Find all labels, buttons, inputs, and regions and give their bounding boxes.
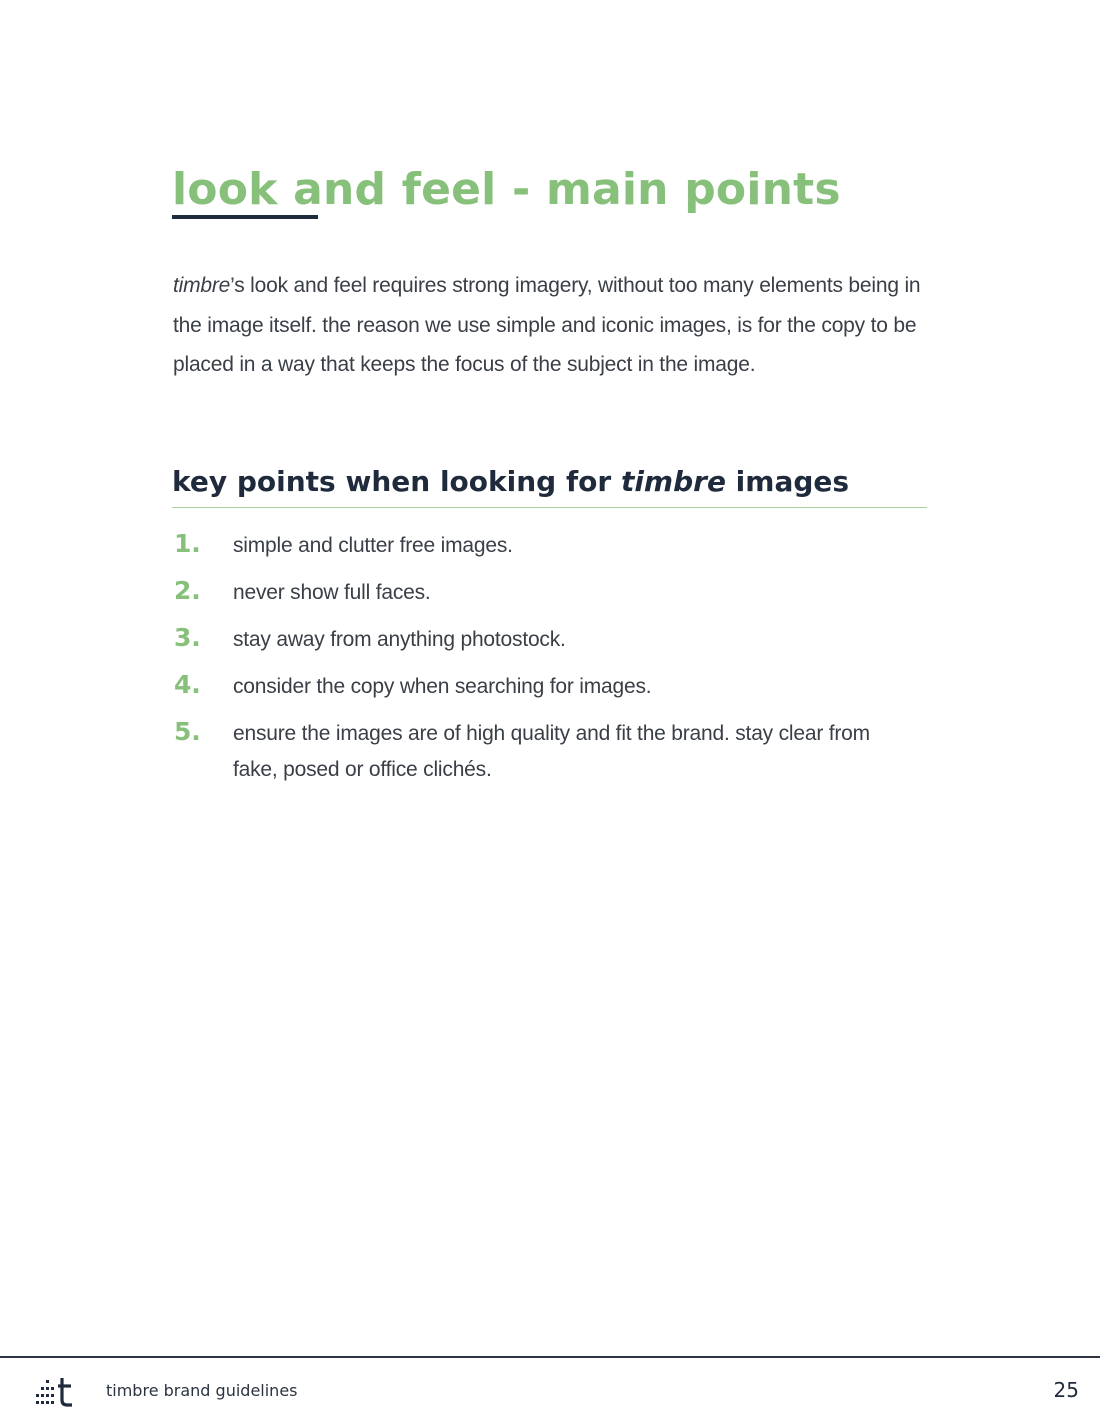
footer-divider: [0, 1356, 1100, 1358]
list-item-text: ensure the images are of high quality and fit the brand. stay clear from fake, posed or office clichés.: [233, 722, 870, 781]
intro-text: ’s look and feel requires strong imagery, without too many elements being in the image itself. the reason we use simple and iconic images, is for the copy to be placed in a way that keeps the focus of the subject in the image.: [173, 274, 921, 376]
list-item-text: consider the copy when searching for images.: [233, 675, 652, 698]
list-item-number: 3.: [174, 623, 201, 652]
intro-brand: timbre: [173, 274, 231, 297]
section-divider: [172, 507, 927, 508]
section-heading-before: key points when looking for: [172, 465, 621, 498]
list-item-number: 5.: [174, 717, 201, 746]
key-points-list: [172, 528, 912, 799]
section-heading-brand: timbre: [620, 465, 726, 498]
list-item-text: stay away from anything photostock.: [233, 628, 566, 651]
list-item-text: never show full faces.: [233, 581, 431, 604]
timbre-logo-icon: [36, 1376, 76, 1408]
title-underline: [172, 215, 318, 219]
page-number: 25: [1053, 1378, 1079, 1402]
footer-label: timbre brand guidelines: [106, 1381, 298, 1400]
list-item-number: 1.: [174, 529, 201, 558]
list-item-number: 4.: [174, 670, 201, 699]
section-heading: [172, 462, 849, 502]
list-item: [172, 669, 912, 705]
page-title: look and feel - main points: [172, 164, 841, 215]
list-item-number: 2.: [174, 576, 201, 605]
list-item: [172, 528, 912, 564]
list-item: [172, 716, 912, 788]
list-item: [172, 575, 912, 611]
list-item: [172, 622, 912, 658]
section-heading-after: images: [725, 465, 850, 498]
intro-paragraph: [173, 266, 933, 385]
list-item-text: simple and clutter free images.: [233, 534, 513, 557]
